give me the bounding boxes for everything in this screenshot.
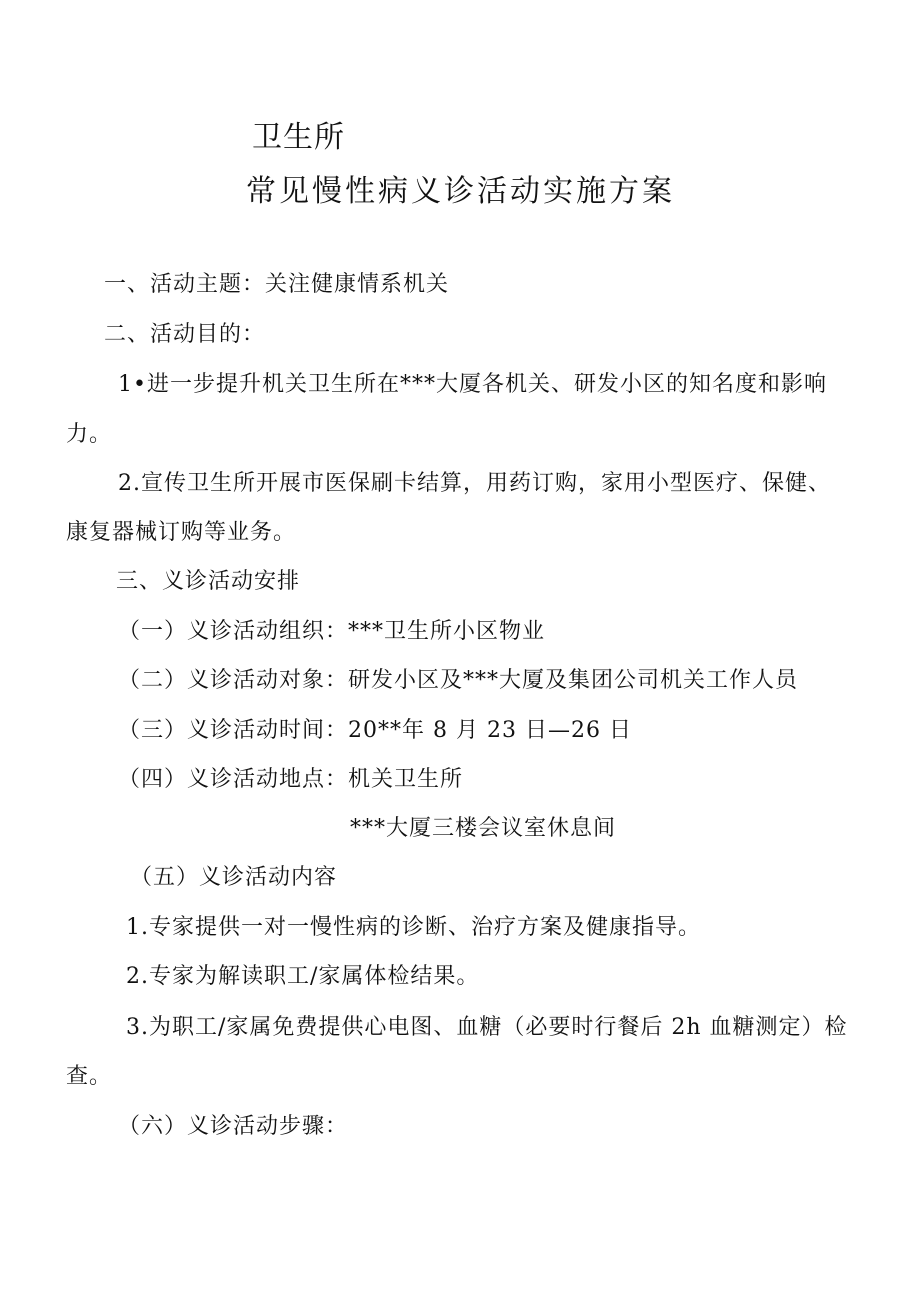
heading-content: （五）义诊活动内容 [130, 865, 338, 890]
arrangement-organizer: （一）义诊活动组织：***卫生所小区物业 [118, 619, 546, 644]
content-item-3: 3.为职工/家属免费提供心电图、血糖（必要时行餐后 2h 血糖测定）检 [126, 1015, 848, 1040]
heading-arrangement: 三、义诊活动安排 [116, 569, 301, 594]
arrangement-location: （四）义诊活动地点：机关卫生所 [118, 767, 464, 792]
content-item-2: 2.专家为解读职工/家属体检结果。 [126, 964, 480, 989]
arrangement-location-detail: ***大厦三楼会议室休息间 [350, 816, 617, 841]
paragraph-purpose-1: 1•进一步提升机关卫生所在***大厦各机关、研发小区的知名度和影响 [118, 372, 827, 397]
paragraph-activity-theme: 一、活动主题：关注健康情系机关 [104, 272, 450, 297]
paragraph-purpose-2: 2.宣传卫生所开展市医保刷卡结算，用药订购，家用小型医疗、保健、 [118, 471, 831, 496]
heading-activity-purpose: 二、活动目的： [104, 322, 266, 347]
content-item-1: 1.专家提供一对一慢性病的诊断、治疗方案及健康指导。 [126, 915, 701, 940]
arrangement-time: （三）义诊活动时间：20**年 8 月 23 日—26 日 [118, 718, 632, 743]
document-org-title: 卫生所 [252, 120, 345, 155]
heading-steps: （六）义诊活动步骤： [118, 1114, 349, 1139]
arrangement-audience: （二）义诊活动对象：研发小区及***大厦及集团公司机关工作人员 [118, 668, 799, 693]
paragraph-purpose-1-cont: 力。 [66, 422, 113, 447]
paragraph-purpose-2-cont: 康复器械订购等业务。 [66, 520, 297, 545]
document-main-title: 常见慢性病义诊活动实施方案 [246, 174, 675, 209]
content-item-3-cont: 查。 [66, 1064, 113, 1089]
